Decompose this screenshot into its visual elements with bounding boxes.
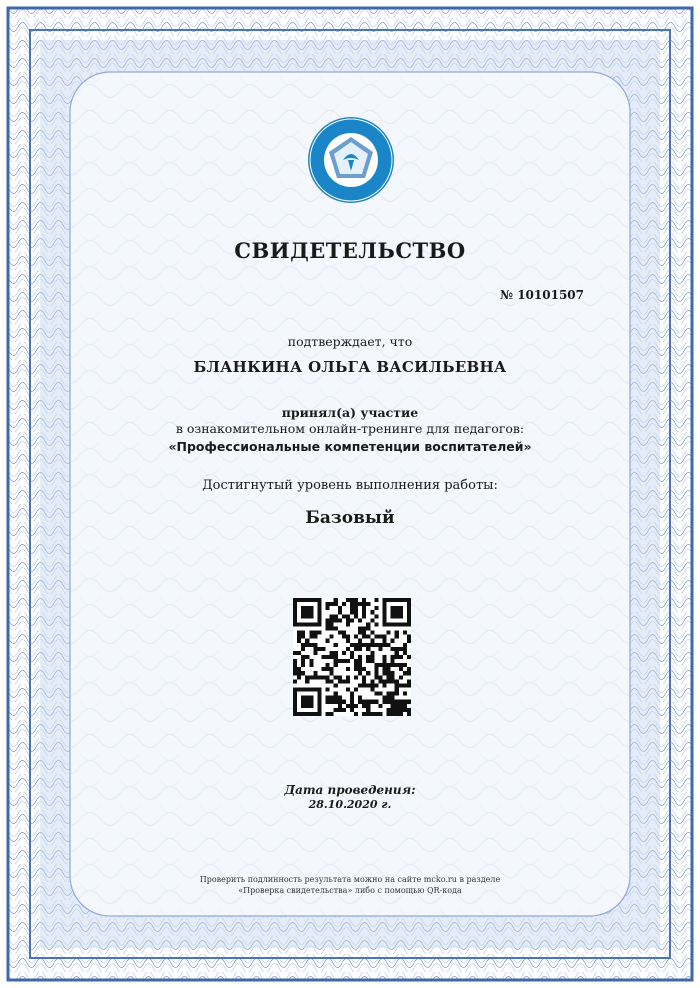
mcko-logo	[307, 116, 395, 204]
level-label: Достигнутый уровень выполнения работы:	[202, 478, 498, 493]
verification-line-2: «Проверка свидетельства» либо с помощью QR-кода	[238, 886, 462, 895]
verification-line-1: Проверить подлинность результата можно на сайте mcko.ru в разделе	[199, 875, 501, 884]
event-name: «Профессиональные компетенции воспитателей»	[168, 439, 532, 454]
certificate-number: № 10101507	[499, 288, 584, 302]
qr-code[interactable]	[293, 598, 411, 716]
date-label: Дата проведения:	[284, 783, 416, 797]
confirms-text: подтверждает, что	[287, 334, 413, 349]
event-type: в ознакомительном онлайн-тренинге для педагогов:	[175, 421, 525, 436]
verification-note	[0, 874, 700, 896]
level-value: Базовый	[305, 508, 395, 528]
certificate-title: СВИДЕТЕЛЬСТВО	[234, 238, 466, 263]
recipient-name: БЛАНКИНА ОЛЬГА ВАСИЛЬЕВНА	[193, 358, 507, 376]
participated-text: принял(а) участие	[281, 405, 419, 420]
date-value: 28.10.2020 г.	[308, 798, 392, 811]
